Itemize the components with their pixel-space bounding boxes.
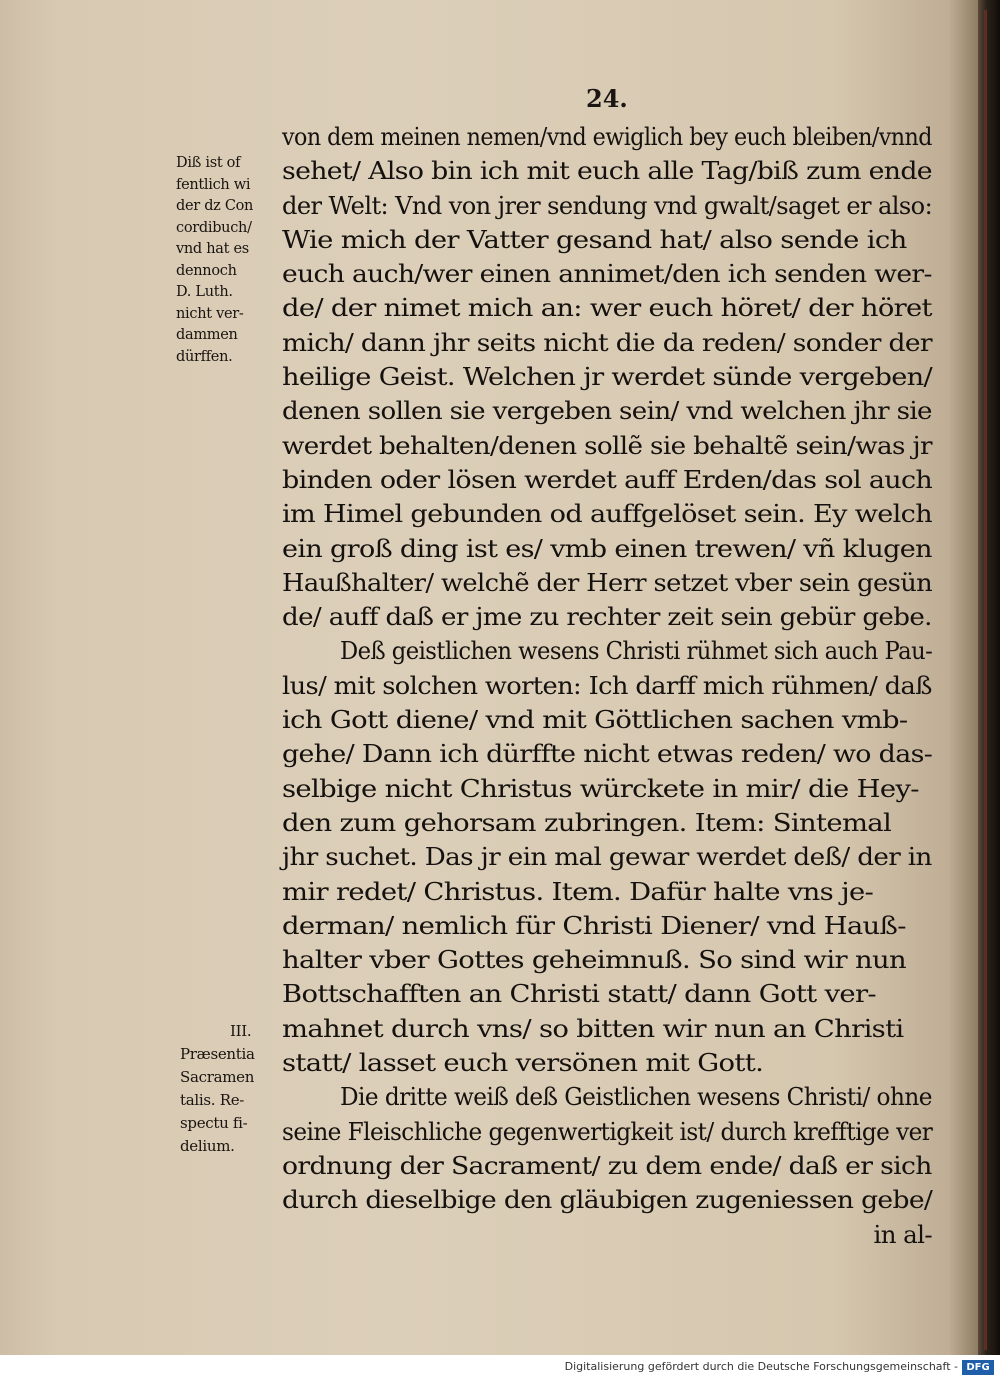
text-line: heilige Geist. Welchen jr werdet sünde vergeben/ <box>282 362 933 392</box>
text-line: Bottschafften an Christi statt/ dann Gott ver- <box>282 979 877 1009</box>
gloss-line: cordibuch/ <box>176 219 252 236</box>
text-line: seine Fleischliche gegenwertigkeit ist/ durch krefftige ver <box>282 1116 933 1146</box>
text-line: statt/ lasset euch versönen mit Gott. <box>282 1048 764 1078</box>
text-line: durch dieselbige den gläubigen zugeniessen gebe/ <box>282 1185 933 1215</box>
page-number: 24. <box>586 84 628 113</box>
dfg-logo-icon: DFG <box>962 1360 994 1375</box>
text-line: der Welt: Vnd von jrer sendung vnd gwalt/saget er also: <box>282 190 933 220</box>
text-line: Haußhalter/ welchẽ der Herr setzet vber sein gesün <box>282 567 933 597</box>
text-line: im Himel gebunden od auffgelöset sein. Ey welch <box>282 499 933 529</box>
gloss-line: spectu fi- <box>180 1114 248 1132</box>
book-edge <box>978 0 1000 1355</box>
text-line: den zum gehorsam zubringen. Item: Sintemal <box>282 807 892 837</box>
text-line: sehet/ Also bin ich mit euch alle Tag/biß zum ende <box>282 156 932 186</box>
text-line: denen sollen sie vergeben sein/ vnd welchen jhr sie <box>282 396 932 426</box>
margin-gloss-luther <box>176 153 276 368</box>
text-line: lus/ mit solchen worten: Ich darff mich rühmen/ daß <box>282 670 932 700</box>
text-line: binden oder lösen werdet auff Erden/das sol auch <box>282 464 933 494</box>
text-line: Wie mich der Vatter gesand hat/ also sende ich <box>282 224 907 254</box>
gloss-line: der dz Con <box>176 198 254 214</box>
book-edge-ribbon <box>984 10 987 1350</box>
gloss-numeral: III. <box>230 1022 252 1040</box>
text-line: gehe/ Dann ich dürffte nicht etwas reden/ wo das- <box>282 739 933 769</box>
footer-bar <box>0 1355 1000 1381</box>
text-line: von dem meinen nemen/vnd ewiglich bey euch bleiben/vnnd <box>282 122 932 151</box>
text-line: Die dritte weiß deß Geistlichen wesens Christi/ ohne <box>340 1082 932 1112</box>
gloss-line: Diß ist of <box>176 155 241 171</box>
text-line: mahnet durch vns/ so bitten wir nun an Christi <box>282 1013 904 1043</box>
text-line: mich/ dann jhr seits nicht die da reden/ sonder der <box>282 327 932 357</box>
text-line: ein groß ding ist es/ vmb einen trewen/ vñ klugen <box>282 533 932 563</box>
text-line: halter vber Gottes geheimnuß. So sind wir nun <box>282 945 906 975</box>
funding-notice: Digitalisierung gefördert durch die Deutsche Forschungsgemeinschaft - <box>564 1360 958 1373</box>
gloss-line: dürffen. <box>176 348 233 365</box>
text-line: ich Gott diene/ vnd mit Göttlichen sachen vmb- <box>282 705 908 735</box>
margin-gloss-praesentia <box>180 1020 280 1158</box>
gloss-line: fentlich wi <box>176 176 251 193</box>
text-line: derman/ nemlich für Christi Diener/ vnd Hauß- <box>282 910 906 940</box>
gloss-line: delium. <box>180 1137 235 1155</box>
gloss-line: Sacramen <box>180 1068 255 1086</box>
gloss-line: talis. Re- <box>180 1091 245 1109</box>
text-line: Deß geistlichen wesens Christi rühmet sich auch Pau- <box>340 636 933 666</box>
text-line: jhr suchet. Das jr ein mal gewar werdet deß/ der in <box>282 842 932 872</box>
text-line: ordnung der Sacrament/ zu dem ende/ daß er sich <box>282 1150 932 1180</box>
gloss-line: dennoch <box>176 262 237 279</box>
text-line: werdet behalten/denen sollẽ sie behaltẽ sein/was jr <box>282 430 932 460</box>
text-line: euch auch/wer einen annimet/den ich senden wer- <box>282 259 932 289</box>
text-line: in al- <box>873 1219 932 1249</box>
gloss-line: nicht ver- <box>176 305 244 322</box>
text-line: selbige nicht Christus würckete in mir/ die Hey- <box>282 773 919 803</box>
gloss-line: D. Luth. <box>176 284 233 300</box>
gloss-line: dammen <box>176 327 238 343</box>
main-text-block <box>282 120 932 1252</box>
text-line: de/ auff daß er jme zu rechter zeit sein gebür gebe. <box>282 602 932 632</box>
text-line: mir redet/ Christus. Item. Dafür halte vns je- <box>282 876 874 906</box>
text-line: de/ der nimet mich an: wer euch höret/ der höret <box>282 293 932 323</box>
gloss-line: vnd hat es <box>176 241 249 257</box>
gloss-line: Præsentia <box>180 1045 255 1063</box>
